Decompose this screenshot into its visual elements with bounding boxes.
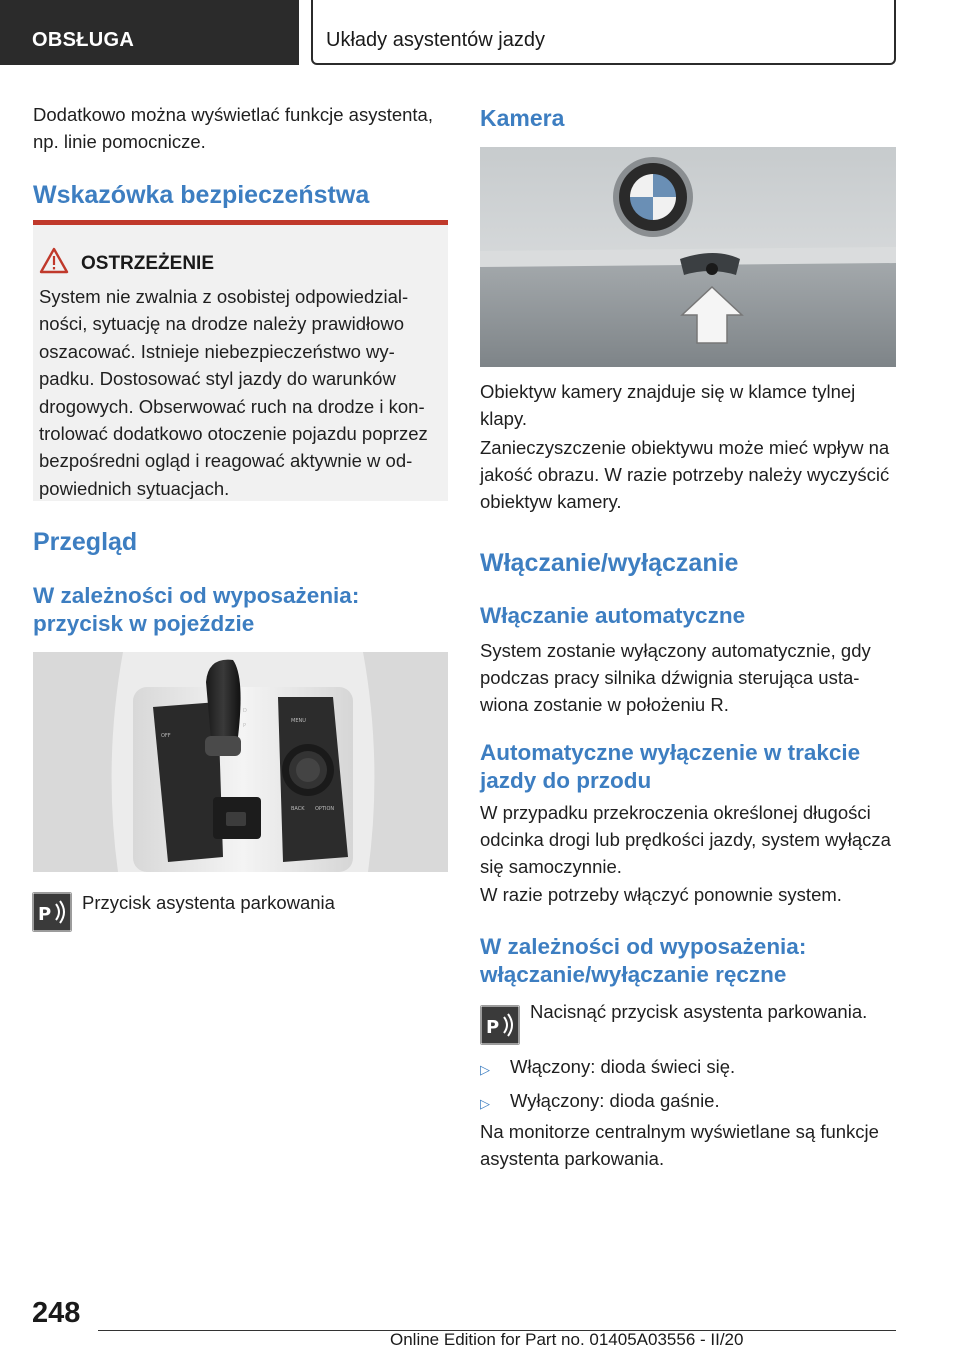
warning-text: System nie zwalnia z osobistej odpowiedzialności, sytuację na drodze należy prawidłowo oszacować. Istnieje niebezpieczeństwo wypadku. Dostosować styl jazdy do warunków drogowych. Obserwować ruch na drodze i kontrolować dodatkowo otoczenie pojazdu poprzez bezpośredni ogląd i reagować aktywnie w odpowiednich sytuacjach. (39, 286, 428, 499)
camera-illustration (480, 147, 896, 367)
svg-text:P: P (38, 904, 52, 925)
header-section-label: OBSŁUGA (32, 29, 135, 51)
auto-on-text: System zostanie wyłączony automatycznie, gdy podczas pracy silnika dźwignia sterująca ustawiona zostanie w położeniu R. (480, 640, 871, 715)
auto-on-heading: Włączanie automatyczne (480, 603, 746, 628)
overview-heading: Przegląd (33, 528, 138, 556)
warning-triangle-icon (39, 247, 69, 274)
manual-text: Nacisnąć przycisk asystenta parkowania. (530, 1001, 868, 1022)
console-label-option: OPTION (315, 806, 335, 812)
final-paragraph: Na monitorze centralnym wyświetlane są funkcje asystenta parkowania. (480, 1121, 879, 1169)
camera-paragraph-1: Obiektyw kamery znajduje się w klamce tylnej klapy. (480, 381, 856, 429)
onoff-heading: Włączanie/wyłączanie (480, 549, 739, 577)
console-label-off: OFF (161, 733, 171, 739)
auto-off-text: W przypadku przekroczenia określonej długości odcinka drogi lub prędkości jazdy, system wyłącza się samoczynnie. (480, 802, 891, 877)
header-section-tab (0, 0, 299, 65)
center-console-illustration (33, 652, 448, 872)
button-heading: W zależności od wyposażenia: przycisk w pojeździe (33, 583, 360, 636)
footer-edition: Online Edition for Part no. 01405A03556 - II/20 (390, 1330, 744, 1349)
console-label-d: D (243, 708, 247, 714)
svg-text:P: P (486, 1017, 500, 1038)
camera-paragraph-2: Zanieczyszczenie obiektywu może mieć wpływ na jakość obrazu. W razie potrzeby należy wyczyścić obiektyw kamery. (480, 437, 890, 512)
manual-heading: W zależności od wyposażenia: włączanie/wyłączanie ręczne (480, 934, 807, 987)
park-assist-icon (32, 892, 72, 932)
bullet-triangle-icon: ▷ (480, 1096, 490, 1111)
header-chapter-label: Układy asystentów jazdy (326, 29, 545, 51)
console-label-p: P (243, 723, 247, 729)
camera-heading: Kamera (480, 105, 565, 131)
camera-photo (480, 147, 896, 367)
warning-title: OSTRZEŻENIE (81, 253, 215, 274)
park-assist-icon-2 (480, 1005, 520, 1045)
bullet-triangle-icon: ▷ (480, 1062, 490, 1077)
safety-heading: Wskazówka bezpieczeństwa (33, 181, 370, 209)
auto-off-text-2: W razie potrzeby włączyć ponownie system. (480, 884, 842, 905)
intro-paragraph: Dodatkowo można wyświetlać funkcje asystenta, np. linie pomocnicze. (33, 104, 433, 152)
park-assist-caption: Przycisk asystenta parkowania (82, 892, 335, 913)
auto-off-heading: Automatyczne wyłączenie w trakcie jazdy do przodu (480, 740, 861, 793)
warning-box (33, 220, 448, 501)
header-chapter-tab (311, 0, 896, 65)
page-number: 248 (32, 1297, 81, 1329)
console-label-back: BACK (291, 806, 305, 812)
center-console-photo (33, 652, 448, 872)
console-label-menu: MENU (291, 718, 306, 724)
